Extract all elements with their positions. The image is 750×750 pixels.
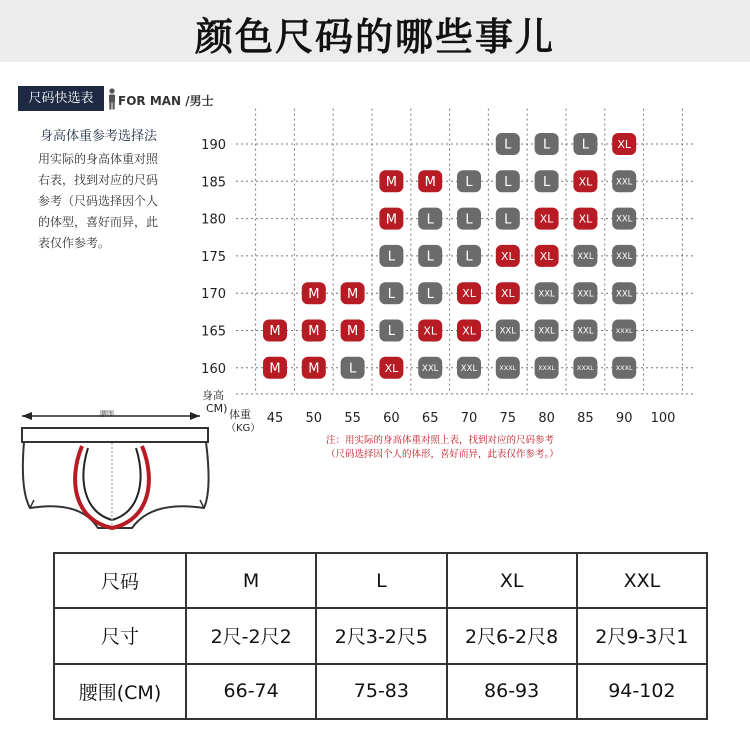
table-cell: 2尺-2尺2 bbox=[186, 608, 316, 663]
y-tick-label: 170 bbox=[201, 287, 226, 303]
size-badge-label: XL bbox=[539, 249, 554, 263]
size-badge-label: M bbox=[346, 324, 359, 340]
x-tick-label: 85 bbox=[577, 411, 594, 426]
table-row bbox=[54, 664, 707, 719]
x-tick-label: 50 bbox=[305, 411, 323, 426]
size-badge-label: M bbox=[269, 324, 281, 340]
guide-text-line: 表仅作参考。 bbox=[38, 236, 111, 250]
x-tick-label: 75 bbox=[499, 411, 517, 426]
size-badge-label: XL bbox=[423, 324, 438, 338]
size-table bbox=[53, 552, 708, 720]
size-badge-label: L bbox=[581, 137, 590, 153]
x-tick-label: 55 bbox=[344, 411, 361, 426]
size-badge-label: L bbox=[387, 286, 396, 302]
x-tick-label: 90 bbox=[615, 411, 633, 426]
guide-text-line: 参考（尺码选择因个人 bbox=[38, 194, 159, 208]
size-badge-label: M bbox=[308, 361, 320, 377]
for-man-label: FOR MAN /男士 bbox=[118, 94, 214, 108]
table-cell: 腰围(CM) bbox=[54, 664, 186, 719]
size-badge-label: L bbox=[387, 324, 396, 340]
size-badge-label: XL bbox=[578, 175, 593, 189]
size-badge-label: L bbox=[426, 249, 434, 265]
size-badge-label: L bbox=[504, 137, 512, 153]
y-tick-label: 160 bbox=[201, 361, 226, 377]
size-badge-label: XXXL bbox=[576, 364, 594, 373]
size-badge-label: XXL bbox=[538, 289, 555, 300]
size-badge-label: XXL bbox=[460, 363, 478, 374]
y-axis-label: 身高 bbox=[202, 389, 224, 402]
x-tick-label: 100 bbox=[650, 411, 676, 426]
size-badge-label: L bbox=[426, 212, 434, 228]
size-badge-label: M bbox=[308, 286, 320, 302]
size-badge-label: XXXL bbox=[538, 364, 556, 373]
table-header-cell: XL bbox=[447, 553, 577, 608]
briefs-illustration bbox=[22, 428, 209, 528]
y-tick-label: 185 bbox=[201, 175, 226, 191]
size-badge-label: XXL bbox=[538, 326, 555, 337]
table-header-cell: L bbox=[316, 553, 446, 608]
size-badge-label: XXL bbox=[577, 326, 594, 337]
size-badge-label: M bbox=[385, 174, 398, 190]
x-tick-label: 45 bbox=[266, 411, 284, 426]
size-badge-label: XXXL bbox=[615, 364, 633, 373]
guide-text-line: 用实际的身高体重对照 bbox=[38, 152, 159, 166]
size-badge-label: M bbox=[385, 212, 398, 228]
y-tick-label: 175 bbox=[201, 249, 226, 265]
chart-note: （尺码选择因个人的体形，喜好而异，此表仅作参考。） bbox=[326, 449, 559, 460]
size-badge-label: XL bbox=[500, 249, 515, 263]
size-badge-label: M bbox=[346, 286, 359, 302]
y-tick-label: 180 bbox=[201, 212, 226, 228]
table-cell: 94-102 bbox=[577, 664, 707, 719]
size-badge-label: L bbox=[542, 174, 551, 190]
size-badge-label: XXXL bbox=[499, 364, 517, 373]
x-axis-label: （KG） bbox=[226, 423, 261, 434]
x-tick-label: 80 bbox=[538, 411, 555, 426]
size-quick-select-tag: 尺码快选表 bbox=[18, 86, 104, 111]
table-cell: 2尺3-2尺5 bbox=[316, 608, 446, 663]
table-row bbox=[54, 608, 707, 663]
size-badge-label: XL bbox=[384, 361, 399, 375]
size-badge-label: XXL bbox=[616, 289, 633, 300]
table-cell: 75-83 bbox=[316, 664, 446, 719]
size-badge-label: XXL bbox=[422, 363, 439, 374]
size-badge-label: L bbox=[504, 174, 512, 190]
table-cell: 2尺6-2尺8 bbox=[447, 608, 577, 663]
y-tick-label: 190 bbox=[201, 138, 226, 153]
size-badge-label: XXL bbox=[616, 177, 633, 188]
size-badge-label: L bbox=[426, 286, 434, 302]
size-badge-label: XL bbox=[578, 212, 593, 226]
chart-note: 注：用实际的身高体重对照上表，找到对应的尺码参考 bbox=[326, 435, 555, 446]
size-badge-label: L bbox=[465, 249, 473, 265]
x-tick-label: 65 bbox=[421, 411, 439, 426]
size-badge-label: XL bbox=[539, 212, 554, 226]
table-cell: 尺寸 bbox=[54, 608, 186, 663]
y-axis-label: CM) bbox=[206, 402, 228, 415]
table-header-cell: M bbox=[186, 553, 316, 608]
x-tick-label: 70 bbox=[460, 411, 478, 426]
guide-title: 身高体重参考选择法 bbox=[40, 129, 158, 144]
table-cell: 2尺9-3尺1 bbox=[577, 608, 707, 663]
x-tick-label: 60 bbox=[383, 411, 400, 426]
waist-label: 腰围 bbox=[100, 410, 114, 418]
size-badge-label: XXL bbox=[616, 214, 633, 225]
size-badge-label: XXXL bbox=[615, 326, 633, 335]
size-badge-label: M bbox=[308, 324, 320, 340]
table-cell: 86-93 bbox=[447, 664, 577, 719]
guide-text-line: 右表，找到对应的尺码 bbox=[38, 173, 159, 187]
size-badge-label: L bbox=[465, 212, 473, 228]
size-badge-label: L bbox=[387, 249, 396, 265]
size-badge-label: XXL bbox=[616, 251, 633, 262]
table-header-cell: 尺码 bbox=[54, 553, 186, 608]
size-badge-label: M bbox=[269, 361, 281, 377]
size-badge-label: XL bbox=[500, 287, 515, 301]
size-badge-label: XL bbox=[462, 287, 476, 301]
size-badge-label: XXL bbox=[499, 326, 516, 337]
size-badge-label: L bbox=[465, 174, 473, 190]
guide-text-line: 的体型，喜好而异，此 bbox=[38, 215, 159, 229]
x-axis-label: 体重 bbox=[229, 408, 251, 421]
y-tick-label: 165 bbox=[201, 324, 226, 340]
page-title: 颜色尺码的哪些事儿 bbox=[194, 15, 555, 59]
size-badge-label: XL bbox=[617, 137, 632, 151]
size-badge-label: L bbox=[504, 212, 512, 228]
table-row bbox=[54, 553, 707, 608]
size-badge-label: L bbox=[348, 361, 357, 377]
size-badge-label: XXL bbox=[577, 289, 594, 300]
table-cell: 66-74 bbox=[186, 664, 316, 719]
size-badge-label: XXL bbox=[577, 251, 594, 262]
table-header-cell: XXL bbox=[577, 553, 707, 608]
size-badge-label: XL bbox=[462, 324, 476, 338]
size-badge-label: L bbox=[542, 137, 551, 153]
size-badge-label: M bbox=[424, 174, 436, 190]
